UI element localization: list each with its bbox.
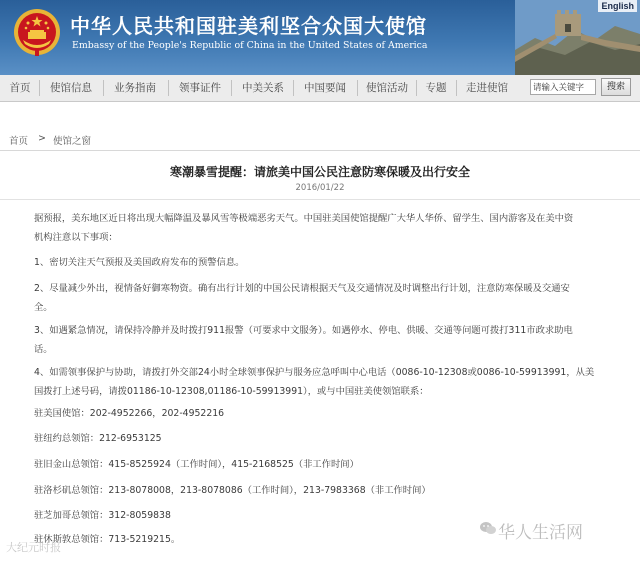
nav-item-home[interactable]: 首页 — [9, 82, 31, 94]
article-date: 2016/01/22 — [295, 183, 345, 193]
site-title-cn: 中华人民共和国驻美利坚合众国大使馆 — [70, 14, 427, 38]
breadcrumb-section[interactable]: 使馆之窗 — [53, 136, 92, 147]
national-emblem-icon — [13, 6, 61, 58]
article-paragraph: 话。 — [34, 344, 53, 355]
article-paragraph: 3、如遇紧急情况，请保持冷静并及时拨打911报警（可要求中文服务）。如遇停水、停电、供暖、交通等问题可拨打311市政求助电 — [34, 325, 573, 336]
wechat-icon — [480, 521, 496, 535]
site-title-en: Embassy of the People's Republic of China in the United States of America — [72, 40, 428, 51]
nav-item-china-us-relations[interactable]: 中美关系 — [242, 82, 284, 94]
english-link[interactable]: English — [598, 0, 637, 12]
nav-item-about-embassy[interactable]: 走进使馆 — [466, 82, 508, 94]
breadcrumb — [0, 130, 640, 150]
article-paragraph: 据预报，美东地区近日将出现大幅降温及暴风雪等极端恶劣天气。中国驻美国使馆提醒广大华人华侨、留学生、国内游客及在美中资 — [34, 213, 574, 224]
article-paragraph: 4、如需领事保护与协助，请拨打外交部24小时全球领事保护与服务应急呼叫中心电话（0086-10-12308或0086-10-59913991，从美 — [34, 367, 595, 378]
breadcrumb-home[interactable]: 首页 — [9, 136, 29, 147]
contact-line: 驻休斯敦总领馆：713-5219215。 — [34, 534, 181, 545]
article-paragraph: 机构注意以下事项： — [34, 232, 118, 243]
article-paragraph: 2、尽量减少外出，视情备好御寒物资。确有出行计划的中国公民请根据天气及交通情况及时调整出行计划，注意防寒保暖及交通安 — [34, 283, 570, 294]
main-nav — [0, 75, 640, 102]
article-title: 寒潮暴雪提醒：请旅美中国公民注意防寒保暖及出行安全 — [169, 165, 470, 179]
nav-item-embassy-info[interactable]: 使馆信息 — [50, 82, 92, 94]
contact-line: 驻旧金山总领馆：415-8525924（工作时间），415-2168525（非工作时间） — [34, 459, 359, 470]
watermark-left: 大纪元时报 — [6, 541, 61, 554]
article-paragraph: 1、密切关注天气预报及美国政府发布的预警信息。 — [34, 257, 245, 268]
search-button[interactable]: 搜索 — [601, 78, 631, 96]
breadcrumb-separator: > — [38, 133, 46, 144]
article-paragraph: 全。 — [34, 302, 53, 313]
contact-line: 驻纽约总领馆：212-6953125 — [34, 433, 162, 444]
search-input[interactable]: 请输入关键字 — [530, 79, 596, 95]
nav-item-topics[interactable]: 专题 — [425, 82, 447, 94]
watermark-right: 华人生活网 — [498, 523, 583, 543]
contact-line: 驻洛杉矶总领馆：213-8078008，213-8078086（工作时间），213-7983368（非工作时间） — [34, 485, 431, 496]
nav-item-consular-documents[interactable]: 领事证件 — [179, 82, 221, 94]
contact-line: 驻美国使馆：202-4952266，202-4952216 — [34, 408, 225, 419]
nav-item-service-guide[interactable]: 业务指南 — [114, 82, 156, 94]
nav-item-china-news[interactable]: 中国要闻 — [304, 82, 346, 94]
nav-item-embassy-activities[interactable]: 使馆活动 — [366, 82, 408, 94]
contact-line: 驻芝加哥总领馆：312-8059838 — [34, 510, 171, 521]
site-header — [0, 0, 640, 75]
divider — [0, 199, 640, 200]
article-paragraph: 国拨打上述号码，请拨01186-10-12308,01186-10-59913991），或与中国驻美使领馆联系： — [34, 386, 429, 397]
divider — [0, 150, 640, 151]
